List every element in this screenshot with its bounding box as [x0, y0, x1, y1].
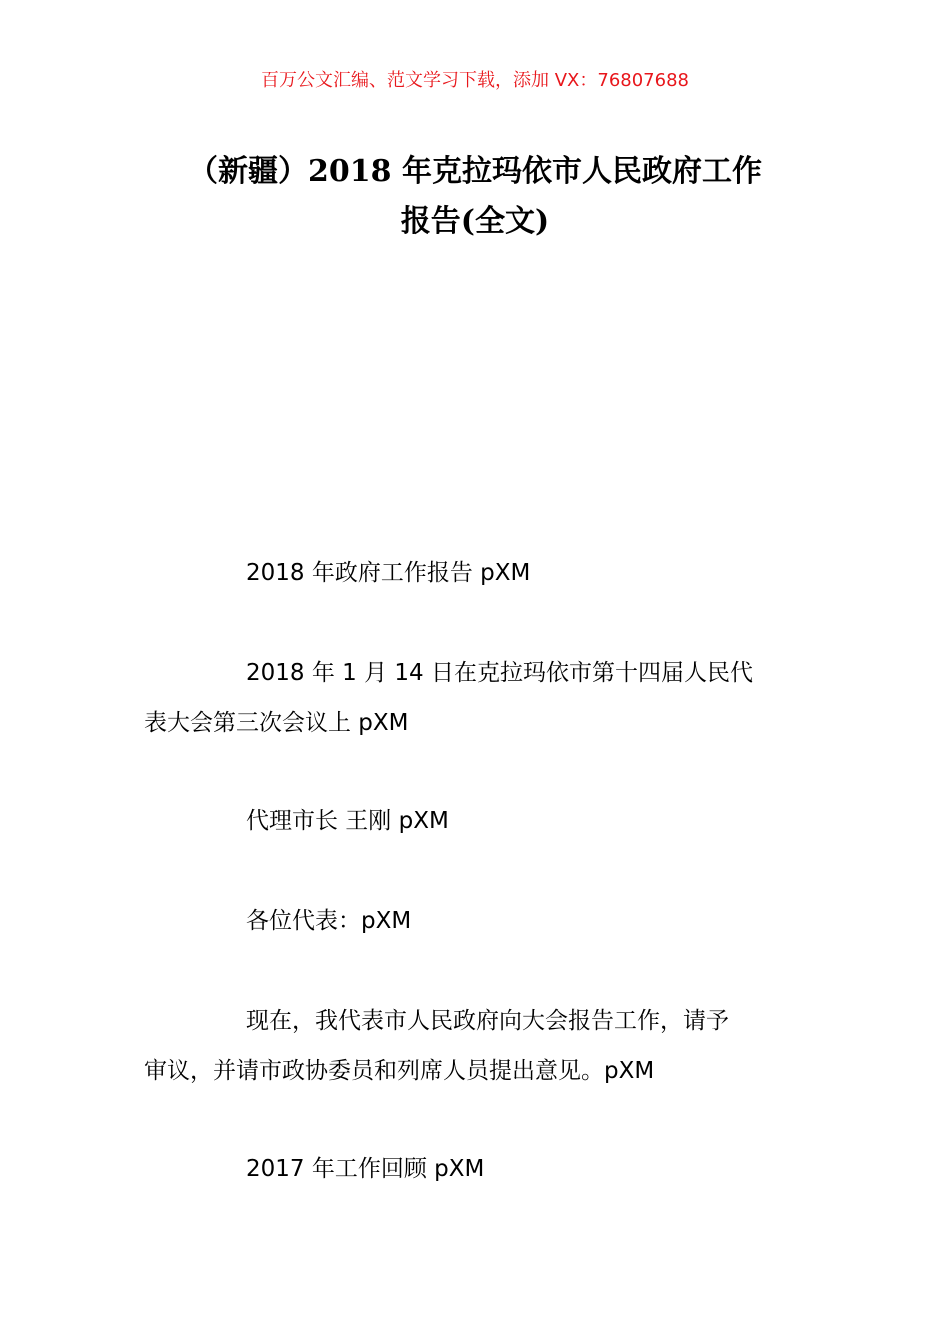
paragraph-meeting-date [144, 648, 808, 748]
paragraph-line: 审议，并请市政协委员和列席人员提出意见。pXM [144, 1058, 655, 1084]
paragraph-line: 各位代表：pXM [246, 908, 412, 934]
document-title [150, 147, 800, 247]
paragraph-line: 2018 年 1 月 14 日在克拉玛依市第十四届人民代 [246, 660, 753, 686]
paragraph-report-heading [144, 548, 808, 598]
paragraph-line: 2017 年工作回顾 pXM [246, 1156, 485, 1182]
watermark-header: 百万公文汇编、范文学习下载，添加 VX：76807688 [261, 70, 689, 91]
paragraph-salutation [144, 896, 808, 946]
paragraph-line: 代理市长 王刚 pXM [246, 808, 449, 834]
document-title-line-1: （新疆）2018 年克拉玛依市人民政府工作 [188, 154, 762, 189]
paragraph-line: 表大会第三次会议上 pXM [144, 710, 409, 736]
paragraph-line: 现在，我代表市人民政府向大会报告工作，请予 [246, 1008, 729, 1034]
paragraph-speaker [144, 796, 808, 846]
paragraph-opening [144, 996, 808, 1096]
document-title-line-2: 报告(全文) [400, 204, 550, 239]
paragraph-section-heading [144, 1144, 808, 1194]
paragraph-line: 2018 年政府工作报告 pXM [246, 560, 531, 586]
